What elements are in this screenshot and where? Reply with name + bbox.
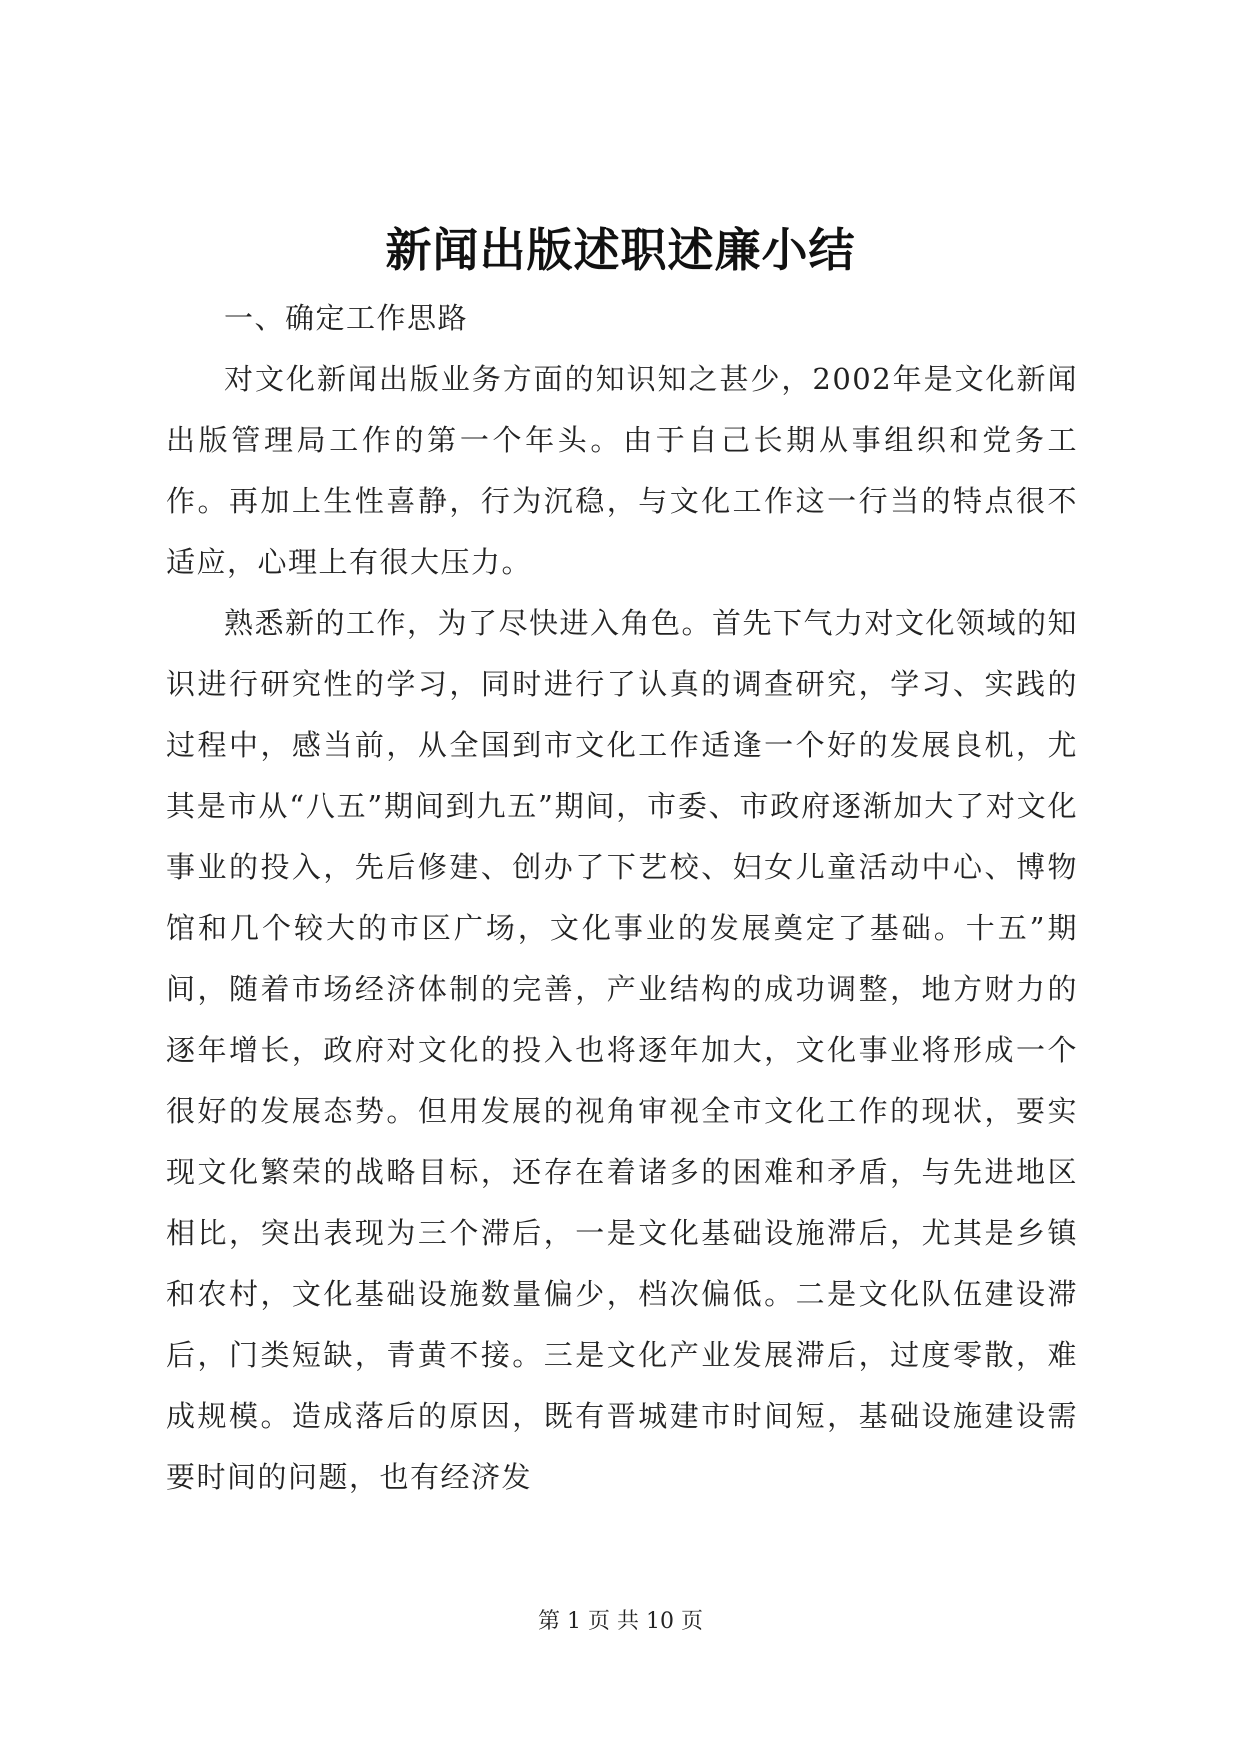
paragraph: 熟悉新的工作，为了尽快进入角色。首先下气力对文化领域的知识进行研究性的学习，同时进行了认真的调查研究，学习、实践的过程中，感当前，从全国到市文化工作适逢一个好的发展良机，尤其是市从“八五”期间到九五”期间，市委、市政府逐渐加大了对文化事业的投入，先后修建、创办了下艺校、妇女儿童活动中心、博物馆和几个较大的市区广场，文化事业的发展奠定了基础。十五”期间，随着市场经济体制的完善，产业结构的成功调整，地方财力的逐年增长，政府对文化的投入也将逐年加大，文化事业将形成一个很好的发展态势。但用发展的视角审视全市文化工作的现状，要实现文化繁荣的战略目标，还存在着诸多的困难和矛盾，与先进地区相比，突出表现为三个滞后，一是文化基础设施滞后，尤其是乡镇和农村，文化基础设施数量偏少，档次偏低。二是文化队伍建设滞后，门类短缺，青黄不接。三是文化产业发展滞后，过度零散，难成规模。造成落后的原因，既有晋城建市时间短，基础设施建设需要时间的问题，也有经济发 [166, 606, 1079, 1494]
document-body [166, 288, 1078, 1508]
page-footer: 第 1 页 共 10 页 [538, 1609, 703, 1634]
document-title: 新闻出版述职述廉小结 [385, 223, 856, 277]
section-heading: 一、确定工作思路 [224, 301, 469, 335]
paragraph: 对文化新闻出版业务方面的知识知之甚少，2002年是文化新闻出版管理局工作的第一个年头。由于自己长期从事组织和党务工作。再加上生性喜静，行为沉稳，与文化工作这一行当的特点很不适应，心理上有很大压力。 [166, 362, 1078, 579]
